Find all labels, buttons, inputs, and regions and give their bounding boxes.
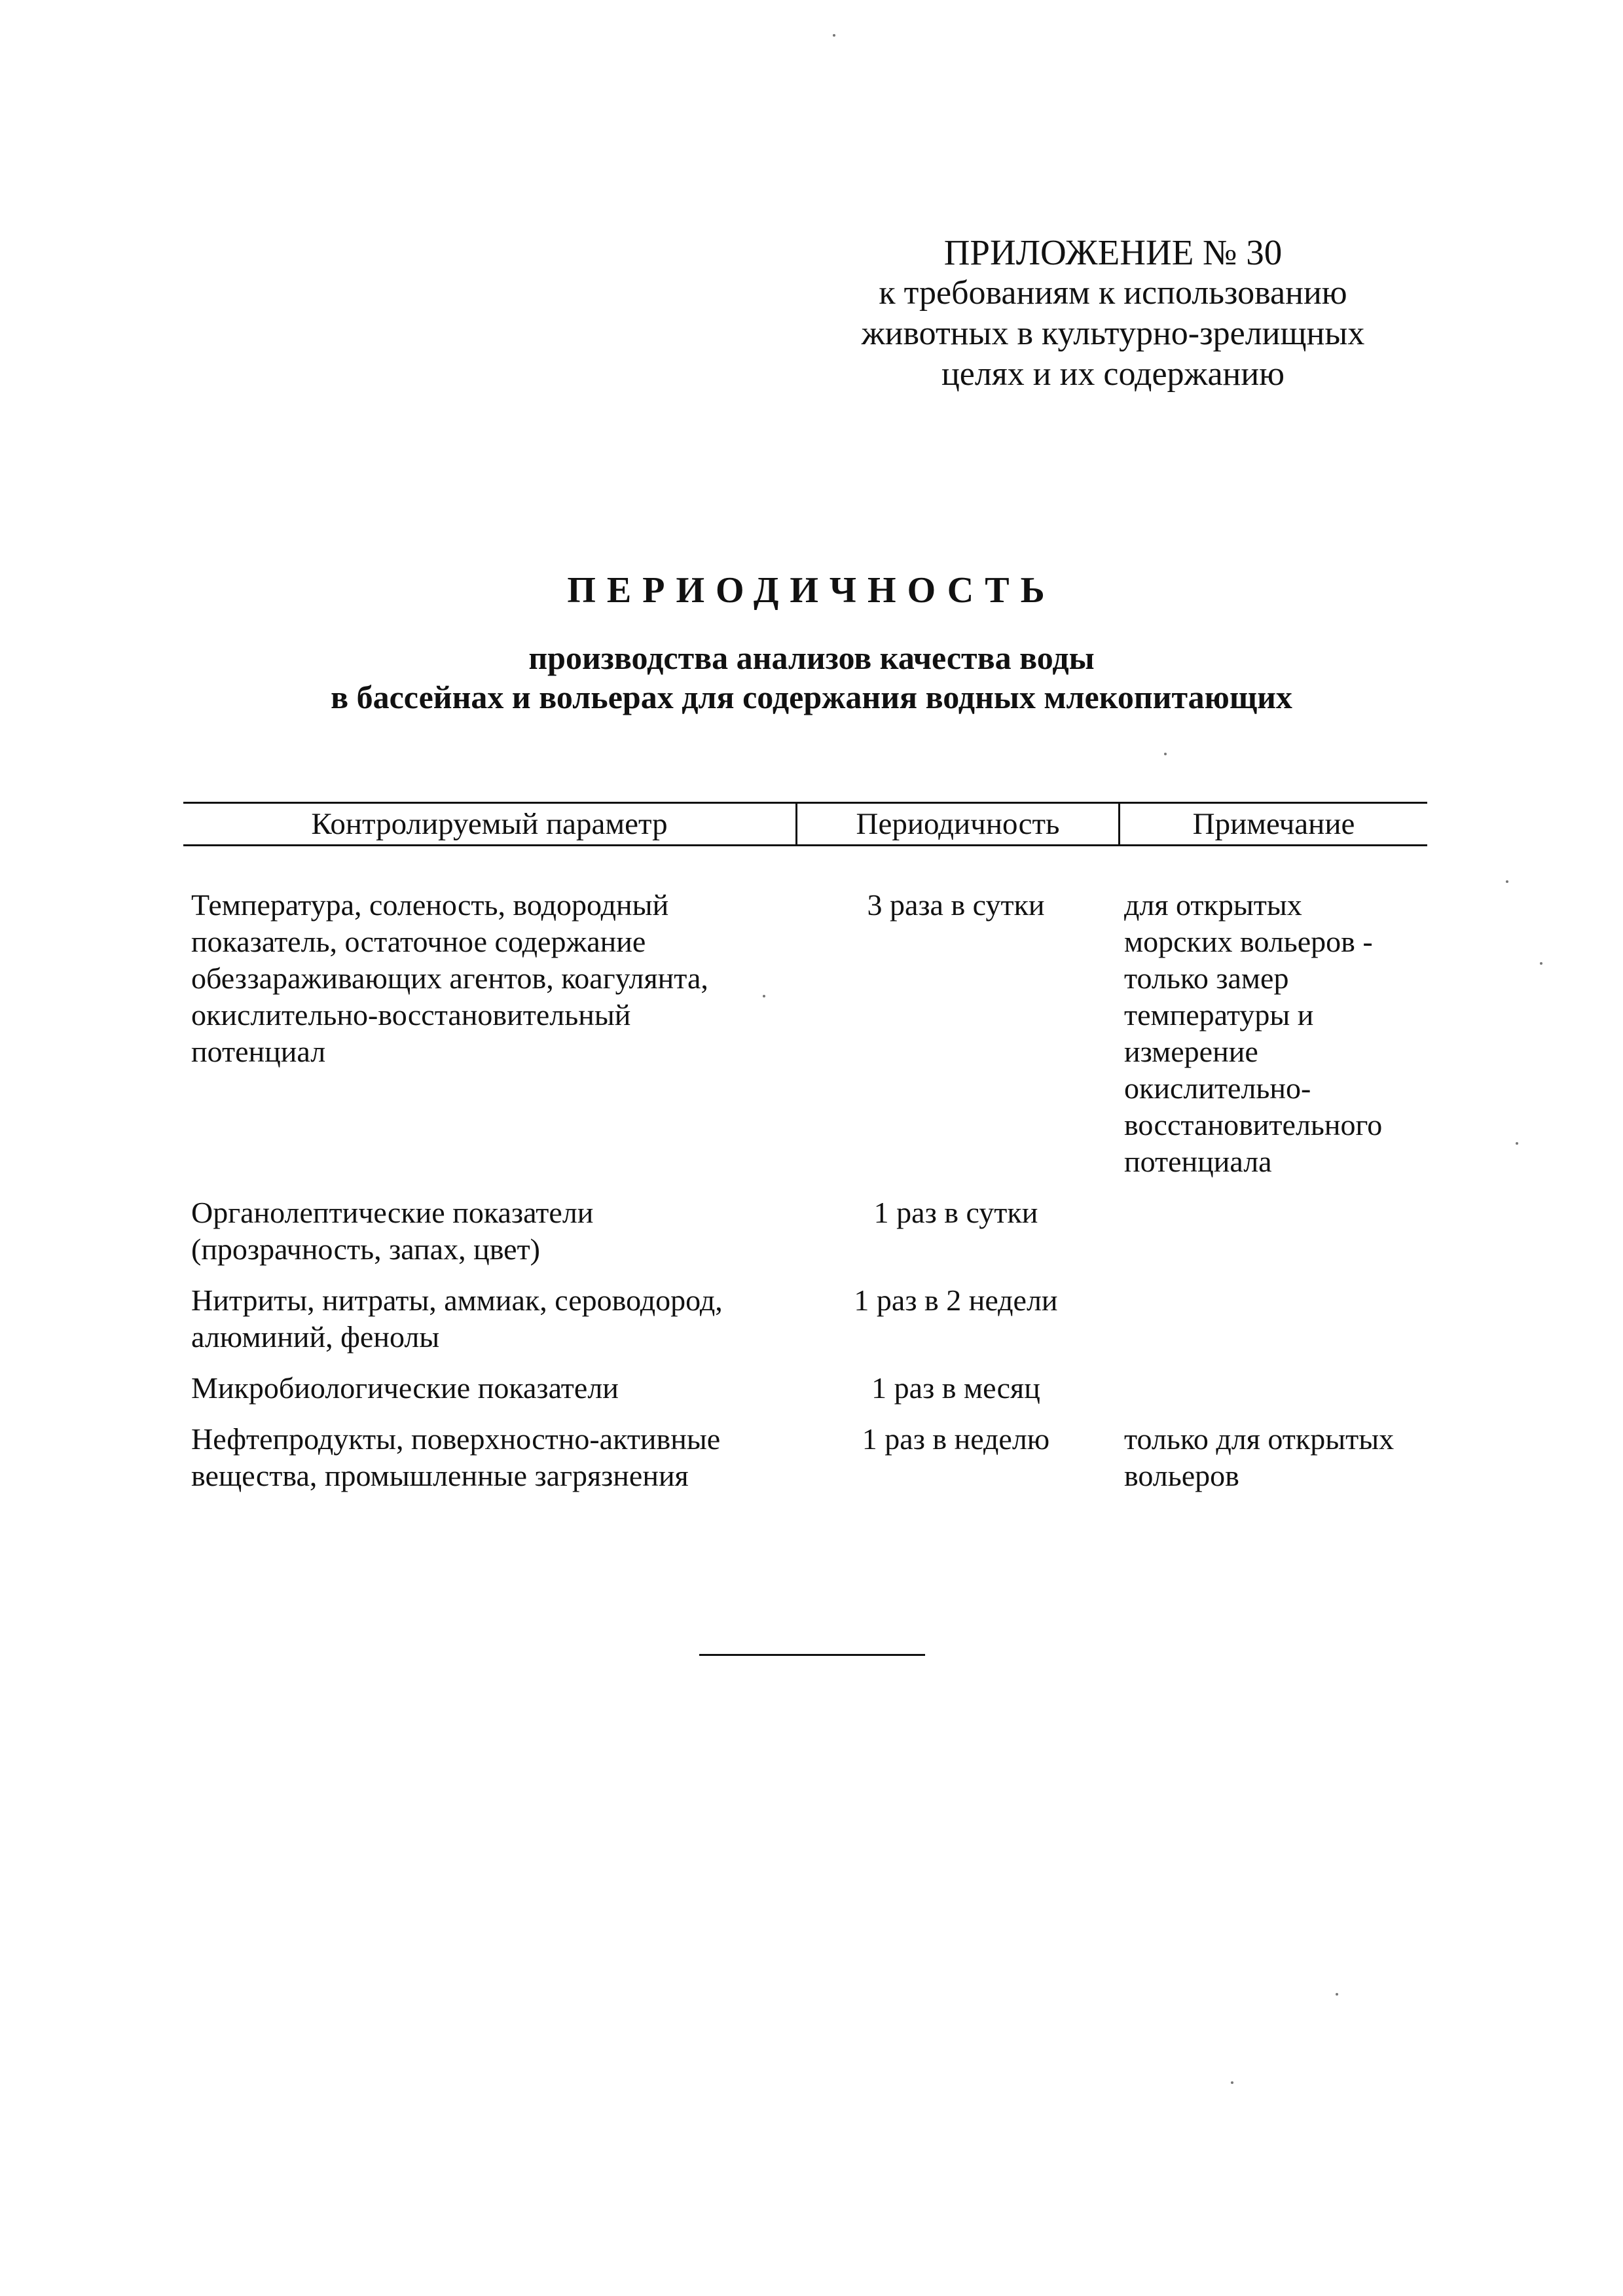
table-row	[183, 1421, 1427, 1494]
header-parameter: Контролируемый параметр	[183, 804, 797, 844]
appendix-number: ПРИЛОЖЕНИЕ № 30	[943, 232, 1283, 272]
document-title: ПЕРИОДИЧНОСТЬ	[567, 570, 1056, 611]
appendix-reference-line-1: к требованиям к использованию	[879, 274, 1347, 312]
appendix-reference-line-2: животных в культурно-зрелищных	[861, 315, 1365, 352]
scan-speck	[1516, 1142, 1518, 1145]
scan-speck	[833, 34, 835, 37]
frequency-table	[183, 802, 1427, 1509]
cell-parameter: Органолептические показатели (прозрачность, запах, цвет)	[191, 1196, 594, 1266]
cell-frequency: 1 раз в неделю	[862, 1422, 1050, 1456]
document-subtitle	[0, 638, 1623, 717]
cell-parameter: Нитриты, нитраты, аммиак, сероводород, алюминий, фенолы	[191, 1283, 723, 1354]
cell-note: для открытых морских вольеров - только замер температуры и измерение окислительно- восстановительного потенциала	[1124, 888, 1383, 1178]
cell-note	[1116, 1194, 1427, 1268]
cell-note: только для открытых вольеров	[1124, 1422, 1395, 1492]
cell-note	[1116, 1282, 1427, 1355]
scan-speck	[1164, 753, 1167, 755]
cell-frequency: 1 раз в сутки	[873, 1196, 1038, 1229]
end-divider	[699, 1654, 925, 1656]
cell-parameter: Температура, соленость, водородный показатель, остаточное содержание обеззараживающих агентов, коагулянта, окислительно-восстановительный потенциал	[191, 888, 708, 1068]
scan-speck	[1540, 962, 1542, 965]
subtitle-line-2: в бассейнах и вольерах для содержания водных млекопитающих	[331, 679, 1292, 715]
cell-parameter: Микробиологические показатели	[191, 1371, 619, 1405]
cell-frequency: 1 раз в месяц	[871, 1371, 1040, 1405]
header-note: Примечание	[1192, 807, 1355, 841]
table-header	[183, 802, 1427, 846]
table-row	[183, 1282, 1427, 1355]
appendix-header	[727, 232, 1499, 395]
cell-frequency: 3 раза в сутки	[867, 888, 1045, 922]
subtitle-line-1: производства анализов качества воды	[528, 639, 1095, 676]
cell-frequency: 1 раз в 2 недели	[854, 1283, 1058, 1317]
table-row	[183, 1194, 1427, 1268]
table-row	[183, 1370, 1427, 1407]
cell-parameter: Нефтепродукты, поверхностно-активные вещества, промышленные загрязнения	[191, 1422, 721, 1492]
scan-speck	[1231, 2081, 1233, 2084]
scan-speck	[1336, 1993, 1338, 1996]
scan-speck	[763, 995, 765, 997]
appendix-reference-line-3: целях и их содержанию	[941, 355, 1285, 393]
header-frequency: Периодичность	[797, 804, 1120, 844]
scan-speck	[1506, 880, 1508, 883]
table-row	[183, 887, 1427, 1180]
table-body	[183, 887, 1427, 1494]
cell-note	[1116, 1370, 1427, 1407]
